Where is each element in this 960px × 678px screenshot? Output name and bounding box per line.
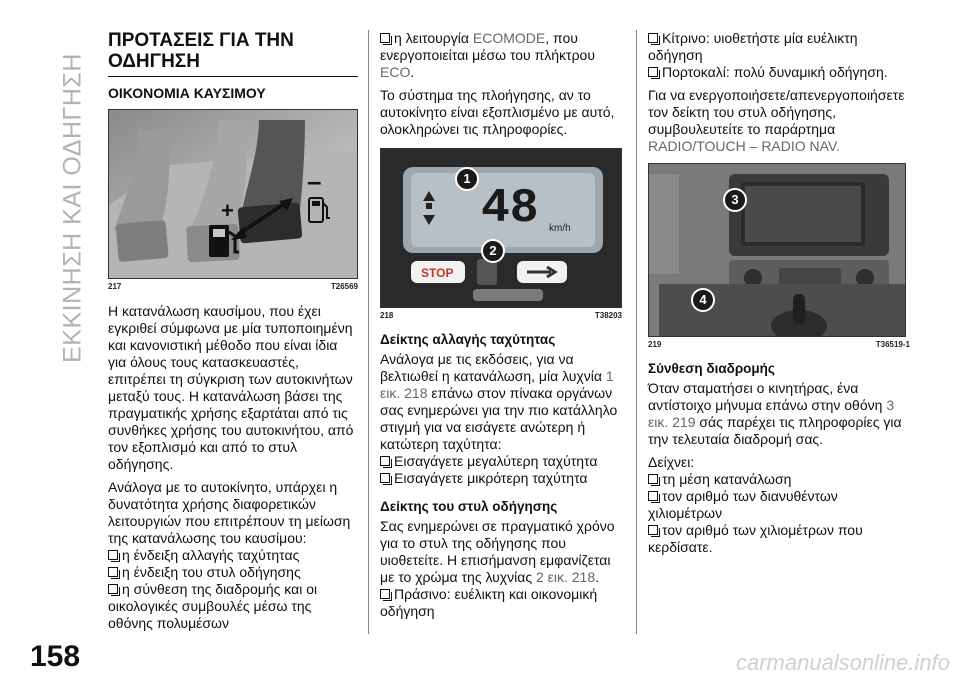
svg-text:–: – — [307, 166, 322, 196]
pedals-illustration — [109, 110, 357, 278]
cluster-illustration — [381, 149, 621, 307]
chapter-sidebar-title — [58, 53, 88, 363]
list-item: η ένδειξη του στυλ οδήγησης — [108, 564, 358, 581]
list-item: η σύνθεση της διαδρομής και οι οικολογικές συμβουλές μέσω της οθόνης πολυμέσων — [108, 581, 318, 631]
column-divider — [368, 30, 369, 634]
checkbox-bullet-icon — [108, 584, 118, 594]
stop-label: STOP — [421, 266, 454, 280]
chapter-title-text: ΕΚΚΙΝΗΣΗ ΚΑΙ ΟΔΗΓΗΣΗ — [58, 53, 87, 363]
checkbox-bullet-icon — [380, 33, 390, 43]
figure-code: T38203 — [594, 311, 622, 320]
figure-number: 218 — [380, 311, 394, 320]
column-2 — [380, 30, 622, 620]
list-item: Εισαγάγετε μικρότερη ταχύτητα — [380, 470, 622, 487]
paragraph: Για να ενεργοποιήσετε/απενεργοποιήσετε τον δείκτη του στυλ οδήγησης, συμβουλευτείτε το παράρτημα RADIO/TOUCH – RADIO NAV. — [648, 87, 905, 154]
checkbox-bullet-icon — [648, 67, 658, 77]
list-item: τη μέση κατανάλωση — [648, 471, 910, 488]
checkbox-bullet-icon — [380, 456, 390, 466]
heading: Σύνθεση διαδρομής — [648, 361, 775, 376]
checkbox-bullet-icon — [648, 525, 658, 535]
speed-readout: 48 — [481, 182, 539, 236]
paragraph: Ανάλογα με τις εκδόσεις, για να βελτιωθεί η κατανάλωση, μία λυχνία 1 εικ. 218 επάνω στον πίνακα οργάνων σας ενημερώνει για την πιο κατάλληλο στιγμή για να εισάγετε ανώτερη ή κατώτερη ταχύτητα: — [380, 351, 618, 452]
list-item: τον αριθμό των χιλιομέτρων που κερδίσατε. — [648, 522, 863, 555]
checkbox-bullet-icon — [648, 474, 658, 484]
list-item: Πορτοκαλί: πολύ δυναμική οδήγηση. — [648, 64, 910, 81]
heading: Δείκτης αλλαγής ταχύτητας — [380, 332, 556, 347]
watermark: carmanualsonline.info — [735, 650, 950, 675]
figure-caption — [380, 311, 622, 320]
column-divider — [636, 30, 637, 634]
figure-code: T26569 — [330, 282, 358, 291]
figure-caption — [648, 340, 910, 349]
figure-instrument-cluster — [380, 148, 622, 308]
checkbox-bullet-icon — [108, 567, 118, 577]
heading: Δείκτης του στυλ οδήγησης — [380, 499, 558, 514]
list-item: Εισαγάγετε μεγαλύτερη ταχύτητα — [380, 453, 622, 470]
paragraph: Δείχνει: — [648, 454, 695, 470]
dashboard-illustration — [649, 164, 905, 336]
callout-2: 2 — [481, 239, 505, 263]
paragraph: Όταν σταματήσει ο κινητήρας, ένα αντίστοιχο μήνυμα επάνω στην οθόνη 3 εικ. 219 σάς παρέχει τις πληροφορίες για την τελευταία διαδρομή σας. — [648, 380, 902, 447]
figure-caption — [108, 282, 358, 291]
list-item: τον αριθμό των διανυθέντων χιλιομέτρων — [648, 488, 838, 521]
figure-code: T36519-1 — [875, 340, 910, 349]
callout-1: 1 — [455, 167, 479, 191]
figure-number: 219 — [648, 340, 662, 349]
paragraph: Το σύστημα της πλοήγησης, αν το αυτοκίνητο είναι εξοπλισμένο με αυτό, ολοκληρώνει τις πληροφορίες. — [380, 87, 615, 137]
checkbox-bullet-icon — [380, 589, 390, 599]
figure-number: 217 — [108, 282, 122, 291]
section-title: ΠΡΟΤΑΣΕΙΣ ΓΙΑ ΤΗΝ ΟΔΗΓΗΣΗ — [108, 30, 358, 77]
list-item: Κίτρινο: υιοθετήστε μία ευέλικτη οδήγηση — [648, 30, 858, 63]
list-item: η ένδειξη αλλαγής ταχύτητας — [108, 547, 358, 564]
column-3 — [648, 30, 910, 556]
column-1 — [108, 30, 358, 632]
checkbox-bullet-icon — [648, 491, 658, 501]
subsection-title: ΟΙΚΟΝΟΜΙΑ ΚΑΥΣΙΜΟΥ — [108, 85, 266, 101]
paragraph: Η κατανάλωση καυσίμου, που έχει εγκριθεί σύμφωνα με μία τυποποιημένη και κανονιστική μέθοδο που είναι ίδια για όλους τους κατασκευαστές, επιτρέπει τη σύγκριση των αυτοκινήτων μεταξύ τους. Η κατανάλωση βάσει της πραγματικής χρήσης εξαρτάται από τις συνθήκες χρήσης του αυτοκινήτου, από τον εξοπλισμό και από το στυλ οδήγησης. — [108, 303, 354, 472]
svg-text:+: + — [221, 198, 234, 223]
speed-unit-label: km/h — [549, 223, 571, 234]
list-item: Πράσινο: ευέλικτη και οικονομική οδήγηση — [380, 586, 598, 619]
figure-dashboard-screen — [648, 163, 906, 337]
paragraph: Ανάλογα με το αυτοκίνητο, υπάρχει η δυνατότητα χρήσης διαφορετικών λειτουργιών που επιτρέπουν τη μείωση της κατανάλωσης του καυσίμου: — [108, 479, 351, 546]
paragraph: Σας ενημερώνει σε πραγματικό χρόνο για το στυλ της οδήγησης που υιοθετείτε. Η επισήμανση εμφανίζεται με το χρώμα της λυχνίας 2 εικ. 218. — [380, 518, 615, 585]
figure-pedals — [108, 109, 358, 279]
callout-3: 3 — [723, 188, 747, 212]
list-item: η λειτουργία ECOMODE, που ενεργοποιείται μέσω του πλήκτρου ECO. — [380, 30, 595, 80]
callout-4: 4 — [691, 288, 715, 312]
checkbox-bullet-icon — [648, 33, 658, 43]
page-number: 158 — [30, 640, 81, 673]
checkbox-bullet-icon — [380, 473, 390, 483]
checkbox-bullet-icon — [108, 550, 118, 560]
